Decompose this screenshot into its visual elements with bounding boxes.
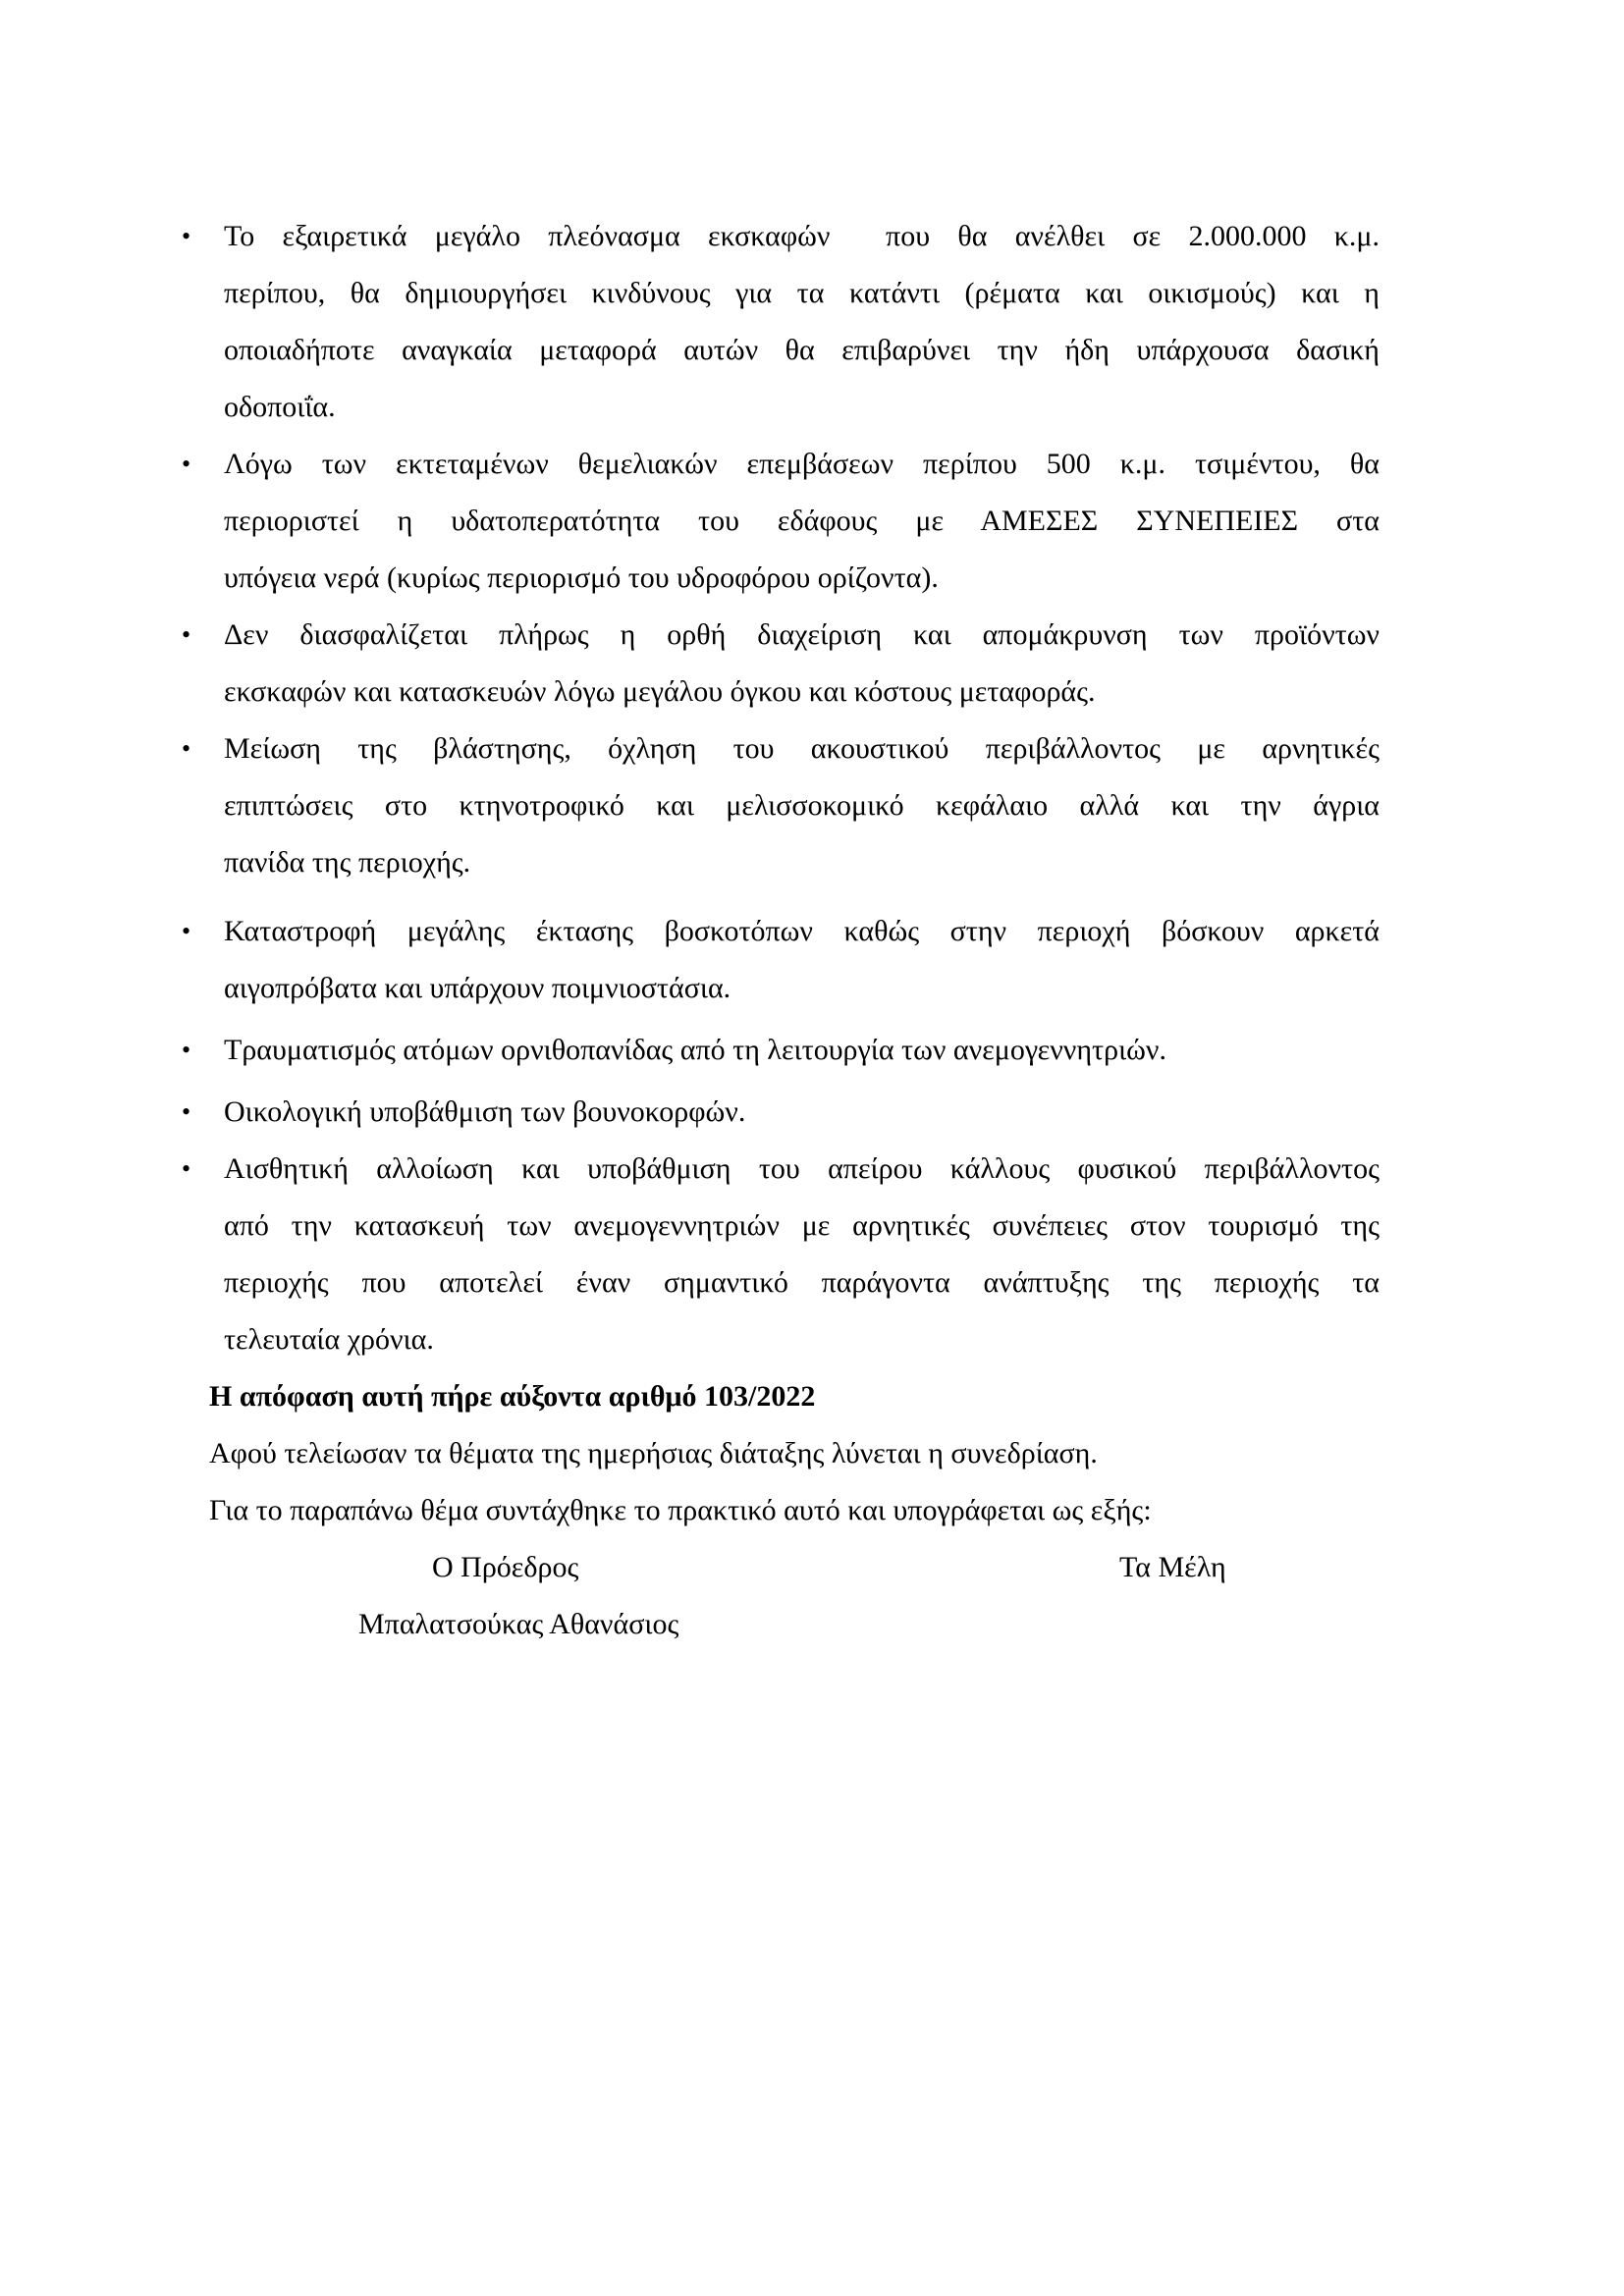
bullet-line: εκσκαφών και κατασκευών λόγω μεγάλου όγκου και κόστους μεταφοράς. <box>224 675 1096 708</box>
signature-labels-row <box>0 1539 1624 1596</box>
bullet-line: Λόγω των εκτεταμένων θεμελιακών επεμβάσεων περίπου 500 κ.μ. τσιμέντου, θα <box>224 448 1380 480</box>
signature-name-row <box>0 1596 1624 1653</box>
bullet-marker-icon: • <box>182 1036 191 1064</box>
bullet-item <box>180 1084 1380 1141</box>
bullet-line: αιγοπρόβατα και υπάρχουν ποιμνιοστάσια. <box>224 972 731 1004</box>
bullet-line: περιοχής που αποτελεί έναν σημαντικό παράγοντα ανάπτυξης της περιοχής τα <box>224 1266 1380 1299</box>
decision-number-line: Η απόφαση αυτή πήρε αύξοντα αριθμό 103/2022 <box>209 1380 816 1413</box>
bullet-item <box>180 607 1380 721</box>
bullet-line: Καταστροφή μεγάλης έκτασης βοσκοτόπων καθώς στην περιοχή βόσκουν αρκετά <box>224 915 1380 947</box>
bullet-marker-icon: • <box>182 1154 191 1183</box>
bullet-item <box>180 208 1380 436</box>
closing-line: Αφού τελείωσαν τα θέματα της ημερήσιας διάταξης λύνεται η συνεδρίαση. <box>209 1437 1098 1469</box>
bullet-line: Μείωση της βλάστησης, όχληση του ακουστικού περιβάλλοντος με αρνητικές <box>224 732 1380 765</box>
bullet-marker-icon: • <box>182 222 191 250</box>
bullet-line: Το εξαιρετικά μεγάλο πλεόνασμα εκσκαφών που θα ανέλθει σε 2.000.000 κ.μ. <box>224 220 1380 252</box>
bullet-line: τελευταία χρόνια. <box>224 1323 434 1356</box>
bullet-marker-icon: • <box>182 917 191 945</box>
president-label: Ο Πρόεδρος <box>432 1551 579 1583</box>
members-label: Τα Μέλη <box>1119 1551 1226 1583</box>
bullet-line: από την κατασκευή των ανεμογεννητριών με αρνητικές συνέπειες στον τουρισμό της <box>224 1209 1380 1242</box>
bullet-line: Δεν διασφαλίζεται πλήρως η ορθή διαχείριση και απομάκρυνση των προϊόντων <box>224 618 1380 651</box>
bullet-line: Οικολογική υποβάθμιση των βουνοκορφών. <box>224 1095 746 1128</box>
bullet-item <box>180 436 1380 607</box>
bullet-marker-icon: • <box>182 450 191 478</box>
bullet-marker-icon: • <box>182 734 191 763</box>
bullet-item <box>180 1141 1380 1368</box>
bullet-marker-icon: • <box>182 620 191 649</box>
signing-line: Για το παραπάνω θέμα συντάχθηκε το πρακτικό αυτό και υπογράφεται ως εξής: <box>209 1494 1152 1526</box>
bullet-item <box>180 903 1380 1017</box>
bullet-marker-icon: • <box>182 1097 191 1126</box>
bullet-list <box>180 208 1624 1368</box>
document-body <box>0 208 1624 1653</box>
bullet-item <box>180 1022 1380 1079</box>
bullet-line: Αισθητική αλλοίωση και υποβάθμιση του απείρου κάλλους φυσικού περιβάλλοντος <box>224 1152 1380 1185</box>
bullet-line: οδοποιΐα. <box>224 391 336 423</box>
bullet-line: Τραυματισμός ατόμων ορνιθοπανίδας από τη λειτουργία των ανεμογεννητριών. <box>224 1034 1166 1066</box>
bullet-item <box>180 721 1380 891</box>
bullet-line: περιοριστεί η υδατοπερατότητα του εδάφους με ΑΜΕΣΕΣ ΣΥΝΕΠΕΙΕΣ στα <box>224 505 1380 537</box>
president-name: Μπαλατσούκας Αθανάσιος <box>358 1608 679 1640</box>
bullet-line: επιπτώσεις στο κτηνοτροφικό και μελισσοκομικό κεφάλαιο αλλά και την άγρια <box>224 789 1380 822</box>
bullet-line: περίπου, θα δημιουργήσει κινδύνους για τα κατάντι (ρέματα και οικισμούς) και η <box>224 277 1380 309</box>
bullet-line: πανίδα της περιοχής. <box>224 846 471 879</box>
bullet-line: οποιαδήποτε αναγκαία μεταφορά αυτών θα επιβαρύνει την ήδη υπάρχουσα δασική <box>224 334 1380 366</box>
bullet-line: υπόγεια νερά (κυρίως περιορισμό του υδροφόρου ορίζοντα). <box>224 561 939 594</box>
